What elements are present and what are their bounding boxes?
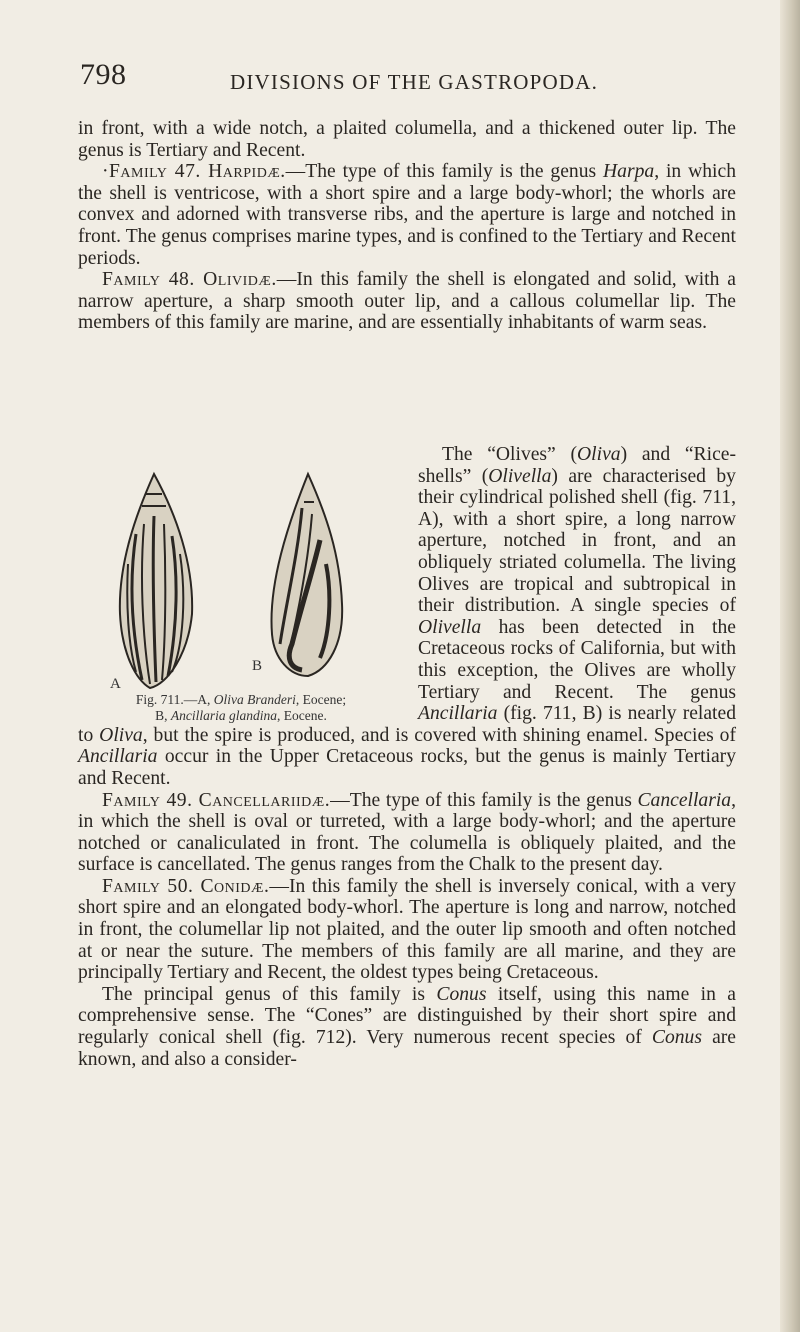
caption-b-species: Ancillaria glandina bbox=[170, 708, 278, 723]
family-47-rest: , in which the shell is ventricose, with a short spire and a large body-whorl; the whorls are convex and adorned with transverse ribs, and the aperture is large and notched in front. The genus comprises marine types, and is confined to the Tertiary and Recent periods. bbox=[78, 161, 736, 269]
shell-illustration bbox=[76, 444, 406, 694]
shell-b-ancillaria bbox=[271, 474, 342, 676]
caption-fig: Fig. 711.—A, bbox=[135, 692, 211, 707]
page-number: 798 bbox=[80, 58, 127, 91]
genus-olivella: Olivella bbox=[488, 465, 552, 487]
olives-text-1: The “Olives” ( bbox=[442, 444, 578, 465]
family-50-heading: Family 50. Conidæ. bbox=[102, 875, 270, 897]
paragraph-family-47 bbox=[78, 161, 736, 269]
genus-ancillaria-2: Ancillaria bbox=[78, 746, 158, 768]
conus-text-3: are known, and also a consider- bbox=[78, 1027, 736, 1070]
olives-text-6: , but the spire is produced, and is covered with shining enamel. Species of bbox=[142, 724, 737, 746]
olives-text-4: has been detected in the Cretaceous rocks of California, but with this exception, the Olives are wholly Tertiary and Recent. The genus bbox=[418, 616, 736, 703]
family-47-text: —The type of this family is the genus bbox=[285, 161, 597, 183]
figure-711 bbox=[76, 444, 404, 722]
conus-text-2: itself, using this name in a comprehensive sense. The “Cones” are distinguished by their short spire and regularly conical shell (fig. 712). Very numerous recent species of bbox=[78, 983, 737, 1049]
paragraph-conus bbox=[78, 984, 736, 1070]
family-49-heading: Family 49. Cancellariidæ. bbox=[102, 789, 331, 811]
caption-b-age: , Eocene. bbox=[277, 708, 327, 723]
olives-text-3: ) are characterised by their cylindrical polished shell (fig. 711, A), with a short spire, a long narrow aperture, notched in front, and an obliquely striated columella. The living Olives are tropical and subtropical in their distribution. A single species of bbox=[418, 465, 736, 617]
genus-olivella-2: Olivella bbox=[418, 616, 482, 638]
paragraph-family-49 bbox=[78, 790, 736, 876]
running-head: DIVISIONS OF THE GASTROPODA. bbox=[230, 70, 599, 94]
olives-text-2: ) and “Rice-shells” ( bbox=[418, 444, 736, 487]
family-48-text: —In this family the shell is elongated and solid, with a narrow aperture, a sharp smooth outer lip, and a callous columellar lip. The members of this family are marine, and are essentially inhabitants of warm seas. bbox=[78, 269, 736, 334]
family-49-text-1: —The type of this family is the genus bbox=[330, 789, 638, 811]
family-49-text-2: , in which the shell is oval or turreted, with a large body-whorl; and the aperture notched or canaliculated in front. The columella is obliquely plaited, and the surface is cancellated. The genus ranges from the Chalk to the present day. bbox=[78, 789, 736, 876]
caption-b: B, bbox=[155, 708, 168, 723]
figure-caption bbox=[76, 692, 406, 724]
genus-harpa: Harpa bbox=[603, 161, 655, 183]
paragraph-family-48 bbox=[78, 269, 736, 334]
genus-ancillaria: Ancillaria bbox=[418, 703, 498, 725]
genus-cancellaria: Cancellaria bbox=[637, 789, 732, 811]
text-block-olives bbox=[78, 444, 736, 1070]
family-47-heading: ·Family 47. Harpidæ. bbox=[102, 161, 286, 183]
figure-label-a: A bbox=[110, 676, 121, 692]
figure-label-b: B bbox=[252, 658, 263, 674]
olives-text-5: (fig. 711, B) is nearly related to bbox=[78, 703, 736, 746]
genus-oliva: Oliva bbox=[577, 444, 621, 465]
page-header bbox=[80, 58, 740, 102]
genus-conus: Conus bbox=[436, 983, 487, 1005]
family-50-text: —In this family the shell is inversely conical, with a very short spire and an elongated body-whorl. The aperture is long and narrow, notched in front, the columellar lip not plaited, and the outer lip smooth and often notched at or near the suture. The members of this family are all marine, and they are principally Tertiary and Recent, the oldest types being Cretaceous. bbox=[78, 875, 737, 984]
text-block-top bbox=[78, 118, 736, 334]
page-edge bbox=[780, 0, 800, 1332]
conus-text-1: The principal genus of this family is bbox=[102, 983, 437, 1005]
family-48-heading: Family 48. Olividæ. bbox=[102, 269, 277, 291]
olives-text-7: occur in the Upper Cretaceous rocks, but the genus is mainly Tertiary and Recent. bbox=[78, 746, 736, 789]
caption-a-age: , Eocene; bbox=[295, 692, 347, 707]
paragraph-family-50 bbox=[78, 876, 736, 984]
genus-oliva-2: Oliva bbox=[99, 724, 143, 746]
caption-a-species: Oliva Branderi bbox=[213, 692, 296, 707]
paragraph-intro: in front, with a wide notch, a plaited columella, and a thickened outer lip. The genus is Tertiary and Recent. bbox=[78, 118, 736, 161]
genus-conus-2: Conus bbox=[651, 1027, 702, 1049]
shell-a-oliva bbox=[120, 474, 192, 688]
